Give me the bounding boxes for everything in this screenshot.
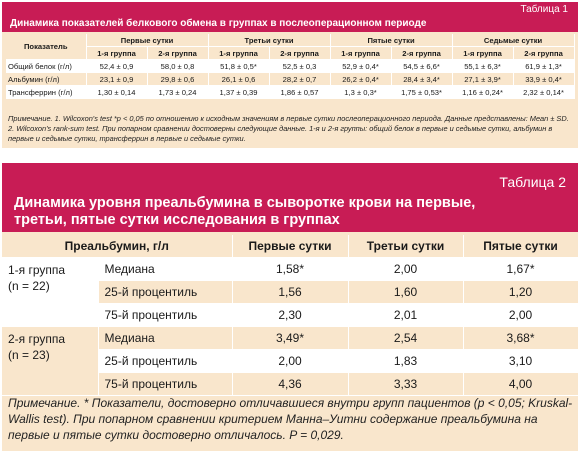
table-cell: 3,49* [232, 327, 348, 350]
table-cell: 23,1 ± 0,9 [86, 73, 147, 86]
table-1-group-header: 2-я группа [513, 47, 574, 60]
table-1-group-header: 1-я группа [452, 47, 513, 60]
table-1-group-header: 2-я группа [147, 47, 208, 60]
table-cell: 1,60 [348, 281, 463, 304]
table-cell: 28,2 ± 0,7 [269, 73, 330, 86]
table-cell: 1,37 ± 0,39 [208, 86, 269, 99]
table-cell: 61,9 ± 1,3* [513, 60, 574, 73]
table-cell: 54,5 ± 6,6* [391, 60, 452, 73]
table-1-number: Таблица 1 [520, 4, 568, 15]
table-row [6, 86, 574, 99]
table-cell: 3,10 [463, 350, 578, 373]
table-1 [2, 2, 578, 148]
table-cell: 2,00 [232, 350, 348, 373]
table-cell: 3,33 [348, 373, 463, 396]
table-2 [2, 163, 578, 451]
table-2-header [2, 163, 578, 232]
table-cell: 28,4 ± 3,4* [391, 73, 452, 86]
group-cell [2, 258, 98, 327]
table-1-group-header: 1-я группа [208, 47, 269, 60]
table-cell: 1,58* [232, 258, 348, 281]
table-cell: 27,1 ± 3,9* [452, 73, 513, 86]
group-n: (n = 23) [8, 348, 50, 362]
table-1-header [2, 2, 578, 32]
table-cell: 26,2 ± 0,4* [330, 73, 391, 86]
table-row [6, 60, 574, 73]
table-cell: 1,20 [463, 281, 578, 304]
row-label: Альбумин (г/л) [6, 73, 86, 86]
row-label: Трансферрин (г/л) [6, 86, 86, 99]
stat-label: Медиана [98, 327, 232, 350]
table-cell: 1,30 ± 0,14 [86, 86, 147, 99]
table-1-group-header: 2-я группа [391, 47, 452, 60]
table-1-grid [6, 34, 575, 99]
table-1-day-1: Первые сутки [86, 34, 208, 47]
table-cell: 2,32 ± 0,14* [513, 86, 574, 99]
stat-label: Медиана [98, 258, 232, 281]
table-cell: 55,1 ± 6,3* [452, 60, 513, 73]
table-1-group-header: 1-я группа [330, 47, 391, 60]
stat-label: 25-й процентиль [98, 350, 232, 373]
table-2-day-1: Первые сутки [232, 235, 348, 258]
table-2-note: Примечание. * Показатели, достоверно отличавшиеся внутри групп пациентов (p < 0,05; Kruskal-Wallis test). При попарном сравнении критерием Манна–Уитни содержание преальбумина на первые и пятые сутки достоверно отличалось. P = 0,029. [8, 396, 573, 442]
table-row [2, 327, 578, 350]
table-cell: 52,5 ± 0,3 [269, 60, 330, 73]
table-cell: 58,0 ± 0,8 [147, 60, 208, 73]
table-cell: 1,3 ± 0,3* [330, 86, 391, 99]
table-cell: 33,9 ± 0,4* [513, 73, 574, 86]
table-cell: 2,00 [348, 258, 463, 281]
table-1-group-header: 1-я группа [86, 47, 147, 60]
table-cell: 4,36 [232, 373, 348, 396]
group-label: 2-я группа [8, 332, 66, 346]
table-1-col-indicator: Показатель [6, 34, 86, 60]
table-cell: 52,9 ± 0,4* [330, 60, 391, 73]
table-cell: 1,56 [232, 281, 348, 304]
table-cell: 26,1 ± 0,6 [208, 73, 269, 86]
table-cell: 2,54 [348, 327, 463, 350]
stat-label: 75-й процентиль [98, 373, 232, 396]
table-cell: 2,01 [348, 304, 463, 327]
table-cell: 2,30 [232, 304, 348, 327]
table-cell: 1,75 ± 0,53* [391, 86, 452, 99]
table-cell: 1,16 ± 0,24* [452, 86, 513, 99]
table-cell: 1,73 ± 0,24 [147, 86, 208, 99]
table-1-note: Примечание. 1. Wilcoxon's test *p < 0,05 по отношению к исходным значениям в первые сутки послеоперационного периода. Данные представлены: Mean ± SD. 2. Wilcoxon's rank-sum test. При попарном сравнении достоверны следующие данные. 1-я и 2-я группы: общий белок в первые и седьмые сутки, альбумин в первые и седьмые сутки, трансферрин в первые и седьмые сутки. [8, 114, 569, 143]
table-1-day-3: Третьи сутки [208, 34, 330, 47]
group-n: (n = 22) [8, 279, 50, 293]
table-cell: 1,67* [463, 258, 578, 281]
table-row [2, 258, 578, 281]
table-cell: 2,00 [463, 304, 578, 327]
stat-label: 75-й процентиль [98, 304, 232, 327]
table-cell: 1,86 ± 0,57 [269, 86, 330, 99]
table-2-title: Динамика уровня преальбумина в сыворотке крови на первые, третьи, пятые сутки исследования в группах [14, 195, 476, 228]
table-1-day-7: Седьмые сутки [452, 34, 574, 47]
table-2-number: Таблица 2 [499, 174, 566, 190]
table-cell: 52,4 ± 0,9 [86, 60, 147, 73]
table-1-day-5: Пятые сутки [330, 34, 452, 47]
table-1-group-header: 2-я группа [269, 47, 330, 60]
table-1-title: Динамика показателей белкового обмена в группах в послеоперационном периоде [10, 18, 427, 29]
group-cell [2, 327, 98, 396]
table-2-grid [2, 235, 579, 396]
stat-label: 25-й процентиль [98, 281, 232, 304]
table-cell: 4,00 [463, 373, 578, 396]
table-cell: 51,8 ± 0,5* [208, 60, 269, 73]
table-row [6, 73, 574, 86]
table-cell: 3,68* [463, 327, 578, 350]
table-2-col-indicator: Преальбумин, г/л [2, 235, 232, 258]
table-2-day-3: Третьи сутки [348, 235, 463, 258]
table-2-day-5: Пятые сутки [463, 235, 578, 258]
row-label: Общий белок (г/л) [6, 60, 86, 73]
table-cell: 1,83 [348, 350, 463, 373]
group-label: 1-я группа [8, 263, 66, 277]
table-cell: 29,8 ± 0,6 [147, 73, 208, 86]
